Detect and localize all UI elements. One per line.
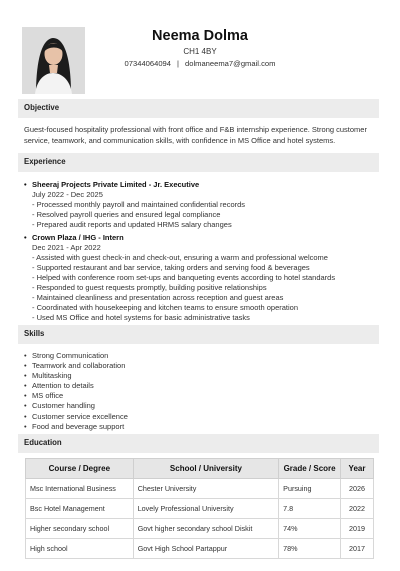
education-heading: Education bbox=[24, 438, 62, 447]
column-header: Course / Degree bbox=[26, 459, 134, 479]
job-duty: - Resolved payroll queries and ensured legal compliance bbox=[32, 210, 221, 219]
experience-header bbox=[18, 153, 379, 172]
skill-item: • Customer handling bbox=[24, 401, 128, 411]
course-cell: Bsc Hotel Management bbox=[26, 499, 134, 519]
school-cell: Chester University bbox=[133, 479, 278, 499]
year-cell: 2017 bbox=[341, 539, 374, 559]
education-table bbox=[25, 458, 374, 559]
objective-heading: Objective bbox=[24, 103, 60, 112]
candidate-location: CH1 4BY bbox=[183, 47, 217, 56]
year-cell: 2026 bbox=[341, 479, 374, 499]
job-duty: - Assisted with guest check-in and check-out, ensuring a warm and professional welcome bbox=[32, 253, 328, 262]
school-cell: Govt higher secondary school Diskit bbox=[133, 519, 278, 539]
grade-cell: 78% bbox=[279, 539, 341, 559]
skill-item: • Customer service excellence bbox=[24, 412, 128, 422]
education-header bbox=[18, 434, 379, 453]
skill-item: • Food and beverage support bbox=[24, 422, 128, 432]
job-duty: - Supported restaurant and bar service, taking orders and serving food & beverages bbox=[32, 263, 310, 272]
year-cell: 2022 bbox=[341, 499, 374, 519]
job-title: • Crown Plaza / IHG - Intern bbox=[24, 233, 374, 243]
job-entry bbox=[24, 233, 374, 323]
column-header: Grade / Score bbox=[279, 459, 341, 479]
phone-number: 07344064094 bbox=[124, 59, 172, 68]
table-row bbox=[26, 499, 374, 519]
table-row bbox=[26, 539, 374, 559]
course-cell: Msc International Business bbox=[26, 479, 134, 499]
year-cell: 2019 bbox=[341, 519, 374, 539]
job-duty: - Responded to guest requests promptly, building positive relationships bbox=[32, 283, 267, 292]
objective-text: Guest-focused hospitality professional with front office and F&B internship experience. Strong customer service, teamwork, and communication skills, with confidence in MS Office and hotel systems. bbox=[24, 125, 367, 145]
skill-item: • Multitasking bbox=[24, 371, 128, 381]
skill-item: • Attention to details bbox=[24, 381, 128, 391]
contact-separator: | bbox=[177, 59, 179, 68]
job-dates: July 2022 - Dec 2025 bbox=[32, 190, 103, 199]
table-row bbox=[26, 519, 374, 539]
job-dates: Dec 2021 - Apr 2022 bbox=[32, 243, 101, 252]
course-cell: Higher secondary school bbox=[26, 519, 134, 539]
school-cell: Govt High School Partappur bbox=[133, 539, 278, 559]
grade-cell: Pursuing bbox=[279, 479, 341, 499]
skill-item: • Teamwork and collaboration bbox=[24, 361, 128, 371]
experience-heading: Experience bbox=[24, 157, 66, 166]
skills-header bbox=[18, 325, 379, 344]
skills-list bbox=[24, 351, 128, 432]
job-duties bbox=[24, 200, 374, 230]
job-duty: - Maintained cleanliness and presentation across reception and guest areas bbox=[32, 293, 284, 302]
school-cell: Lovely Professional University bbox=[133, 499, 278, 519]
contact-line bbox=[0, 59, 400, 68]
job-duty: - Processed monthly payroll and maintained confidential records bbox=[32, 200, 246, 209]
skills-heading: Skills bbox=[24, 329, 45, 338]
column-header: Year bbox=[341, 459, 374, 479]
objective-header bbox=[18, 99, 379, 118]
course-cell: High school bbox=[26, 539, 134, 559]
skill-item: • Strong Communication bbox=[24, 351, 128, 361]
job-duty: - Helped with conference room set-ups and banqueting events according to hotel standards bbox=[32, 273, 336, 282]
job-duty: - Prepared audit reports and updated HRMS salary changes bbox=[32, 220, 232, 229]
job-duties bbox=[24, 253, 374, 323]
table-header-row bbox=[26, 459, 374, 479]
candidate-name: Neema Dolma bbox=[152, 28, 248, 44]
job-entry bbox=[24, 180, 374, 230]
job-duty: - Used MS Office and hotel systems for basic administrative tasks bbox=[32, 313, 250, 322]
email-address[interactable]: dolmaneema7@gmail.com bbox=[185, 59, 276, 68]
job-title: • Sheeraj Projects Private Limited - Jr. Executive bbox=[24, 180, 374, 190]
grade-cell: 7.8 bbox=[279, 499, 341, 519]
job-duty: - Coordinated with housekeeping and kitchen teams to ensure smooth operation bbox=[32, 303, 298, 312]
grade-cell: 74% bbox=[279, 519, 341, 539]
skill-item: • MS office bbox=[24, 391, 128, 401]
column-header: School / University bbox=[133, 459, 278, 479]
table-row bbox=[26, 479, 374, 499]
